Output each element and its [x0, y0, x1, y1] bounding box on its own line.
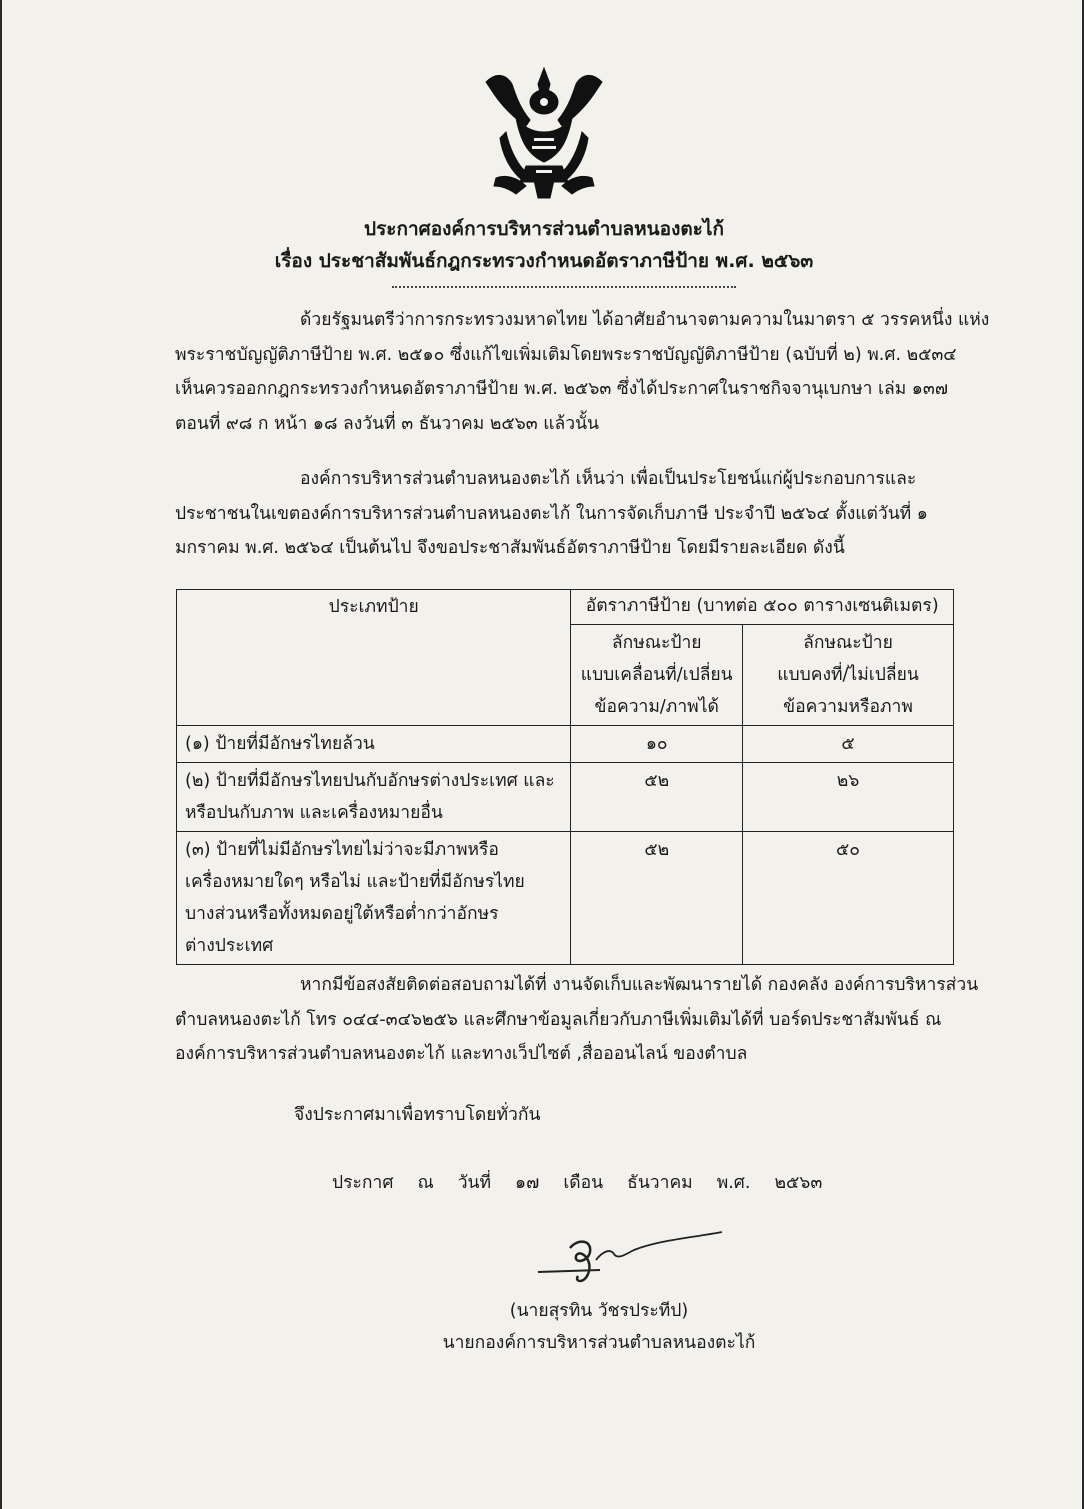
table-row [177, 832, 954, 965]
document-subject: เรื่อง ประชาสัมพันธ์กฎกระทรวงกำหนดอัตราภาษีป้าย พ.ศ. ๒๕๖๓ [274, 250, 814, 272]
table-row [177, 726, 954, 763]
cell-rate-moving: ๕๒ [571, 763, 743, 832]
header-sign-type: ประเภทป้าย [177, 590, 571, 726]
paragraph-line: หากมีข้อสงสัยติดต่อสอบถามได้ที่ งานจัดเก็บและพัฒนารายได้ กองคลัง องค์การบริหารส่วน [300, 975, 979, 995]
announcement-date [332, 1168, 846, 1196]
announcement-line: จึงประกาศมาเพื่อทราบโดยทั่วกัน [294, 1105, 541, 1125]
date-prefix: ประกาศ [332, 1173, 394, 1193]
cell-rate-moving: ๑๐ [571, 726, 743, 763]
cell-rate-fixed: ๕๐ [743, 832, 954, 965]
paragraph-line: เห็นควรออกกฎกระทรวงกำหนดอัตราภาษีป้าย พ.ศ. ๒๕๖๓ ซึ่งได้ประกาศในราชกิจจานุเบกษา เล่ม ๑๓๗ [175, 379, 949, 399]
subheader-line: ข้อความหรือภาพ [783, 697, 913, 717]
paragraph-line: ด้วยรัฐมนตรีว่าการกระทรวงมหาดไทย ได้อาศัยอำนาจตามความในมาตรา ๕ วรรคหนึ่ง แห่ง [300, 310, 990, 330]
paragraph-line: มกราคม พ.ศ. ๒๕๖๔ เป็นต้นไป จึงขอประชาสัมพันธ์อัตราภาษีป้าย โดยมีรายละเอียด ดังนี้ [175, 538, 845, 558]
cell-line: เครื่องหมายใดๆ หรือไม่ และป้ายที่มีอักษรไทย [185, 872, 525, 892]
date-month-label: เดือน [563, 1173, 604, 1193]
paragraph-line: ตอนที่ ๙๘ ก หน้า ๑๘ ลงวันที่ ๓ ธันวาคม ๒๕๖๓ แล้วนั้น [175, 413, 599, 434]
date-year: ๒๕๖๓ [774, 1173, 823, 1193]
signature-icon [530, 1230, 730, 1290]
cell-line: (๒) ป้ายที่มีอักษรไทยปนกับอักษรต่างประเทศ และ [185, 771, 555, 791]
paragraph-line: พระราชบัญญัติภาษีป้าย พ.ศ. ๒๕๑๐ ซึ่งแก้ไขเพิ่มเติมโดยพระราชบัญญัติภาษีป้าย (ฉบับที่ ๒) พ.ศ. ๒๕๓๔ [175, 344, 957, 365]
date-day-label: วันที่ [457, 1173, 492, 1193]
cell-line: บางส่วนหรือทั้งหมดอยู่ใต้หรือต่ำกว่าอักษร [185, 904, 499, 924]
paragraph-intro [175, 303, 990, 441]
cell-sign-type [177, 832, 571, 965]
cell-sign-type [177, 726, 571, 763]
cell-line: ต่างประเทศ [185, 936, 274, 956]
paragraph-line: ประชาชนในเขตองค์การบริหารส่วนตำบลหนองตะไก้ ในการจัดเก็บภาษี ประจำปี ๒๕๖๔ ตั้งแต่วันที่ ๑ [175, 503, 928, 524]
paragraph-contact [175, 968, 979, 1072]
document-title: ประกาศองค์การบริหารส่วนตำบลหนองตะไก้ [364, 218, 724, 240]
signer-position: นายกองค์การบริหารส่วนตำบลหนองตะไก้ [442, 1333, 756, 1353]
subheader-line: แบบคงที่/ไม่เปลี่ยน [777, 665, 919, 685]
subheader-line: ลักษณะป้าย [803, 633, 893, 653]
paragraph-line: องค์การบริหารส่วนตำบลหนองตะไก้ และทางเว็ปไซต์ ,สื่อออนไลน์ ของตำบล [175, 1044, 748, 1064]
tax-rate-table [176, 589, 954, 965]
date-day: ๑๗ [515, 1173, 540, 1193]
dotted-divider [392, 274, 736, 288]
cell-rate-moving: ๕๒ [571, 832, 743, 965]
cell-sign-type [177, 763, 571, 832]
cell-line: หรือปนกับภาพ และเครื่องหมายอื่น [185, 803, 443, 823]
header-tax-rate: อัตราภาษีป้าย (บาทต่อ ๕๐๐ ตารางเซนติเมตร) [571, 590, 954, 625]
date-at: ณ [417, 1173, 434, 1193]
date-era: พ.ศ. [716, 1173, 751, 1193]
paragraph-purpose [175, 462, 957, 566]
table-row [177, 763, 954, 832]
cell-rate-fixed: ๕ [743, 726, 954, 763]
cell-line: (๑) ป้ายที่มีอักษรไทยล้วน [185, 734, 375, 754]
subheader-line: ลักษณะป้าย [611, 633, 702, 653]
subheader-line: ข้อความ/ภาพได้ [594, 697, 719, 717]
signer-name: (นายสุรทิน วัชรประทีป) [509, 1301, 689, 1321]
subheader-fixed [743, 625, 954, 726]
cell-line: (๓) ป้ายที่ไม่มีอักษรไทยไม่ว่าจะมีภาพหรือ [185, 840, 499, 860]
paragraph-line: ตำบลหนองตะไก้ โทร ๐๔๔-๓๔๖๒๕๖ และศึกษาข้อมูลเกี่ยวกับภาษีเพิ่มเติมได้ที่ บอร์ดประชาสัมพันธ์ ณ [175, 1009, 942, 1030]
garuda-emblem-icon [476, 62, 612, 202]
subheader-moving [571, 625, 743, 726]
cell-rate-fixed: ๒๖ [743, 763, 954, 832]
document-page [2, 0, 1082, 1509]
date-month: ธันวาคม [627, 1173, 693, 1193]
paragraph-line: องค์การบริหารส่วนตำบลหนองตะไก้ เห็นว่า เพื่อเป็นประโยชน์แก่ผู้ประกอบการและ [300, 469, 917, 489]
subheader-line: แบบเคลื่อนที่/เปลี่ยน [580, 665, 733, 685]
